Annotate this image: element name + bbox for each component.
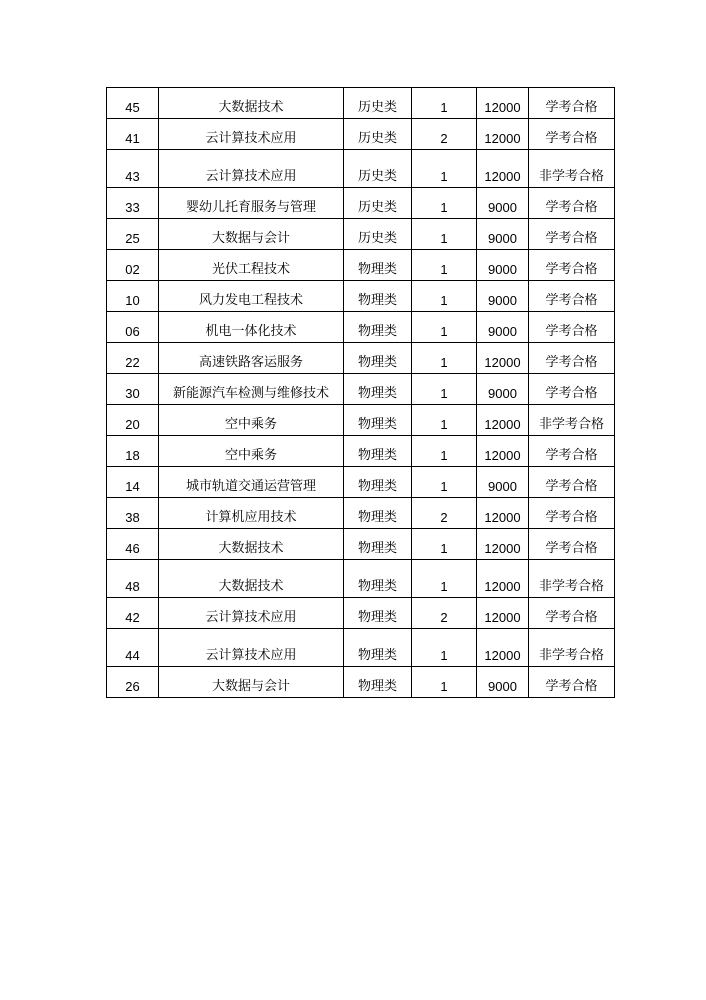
plan-count-cell: 2 bbox=[412, 498, 477, 529]
tuition-fee-cell: 12000 bbox=[477, 436, 529, 467]
subject-category-cell: 历史类 bbox=[344, 219, 412, 250]
subject-category-cell: 物理类 bbox=[344, 467, 412, 498]
table-row bbox=[107, 219, 615, 250]
plan-count-cell: 1 bbox=[412, 436, 477, 467]
major-code-cell: 26 bbox=[107, 667, 159, 698]
plan-count-cell: 1 bbox=[412, 560, 477, 598]
subject-category-cell: 历史类 bbox=[344, 188, 412, 219]
requirement-cell: 学考合格 bbox=[529, 188, 615, 219]
major-code-cell: 45 bbox=[107, 88, 159, 119]
major-code-cell: 02 bbox=[107, 250, 159, 281]
major-name-cell: 大数据与会计 bbox=[159, 667, 344, 698]
subject-category-cell: 物理类 bbox=[344, 529, 412, 560]
plan-count-cell: 1 bbox=[412, 150, 477, 188]
tuition-fee-cell: 9000 bbox=[477, 312, 529, 343]
subject-category-cell: 物理类 bbox=[344, 343, 412, 374]
table-row bbox=[107, 343, 615, 374]
table-row bbox=[107, 374, 615, 405]
major-code-cell: 14 bbox=[107, 467, 159, 498]
subject-category-cell: 历史类 bbox=[344, 150, 412, 188]
major-name-cell: 云计算技术应用 bbox=[159, 119, 344, 150]
tuition-fee-cell: 12000 bbox=[477, 119, 529, 150]
tuition-fee-cell: 9000 bbox=[477, 250, 529, 281]
table-row bbox=[107, 467, 615, 498]
subject-category-cell: 物理类 bbox=[344, 667, 412, 698]
subject-category-cell: 物理类 bbox=[344, 598, 412, 629]
requirement-cell: 学考合格 bbox=[529, 529, 615, 560]
table-row bbox=[107, 250, 615, 281]
tuition-fee-cell: 9000 bbox=[477, 467, 529, 498]
requirement-cell: 学考合格 bbox=[529, 119, 615, 150]
major-code-cell: 30 bbox=[107, 374, 159, 405]
major-code-cell: 46 bbox=[107, 529, 159, 560]
major-name-cell: 高速铁路客运服务 bbox=[159, 343, 344, 374]
tuition-fee-cell: 9000 bbox=[477, 219, 529, 250]
major-code-cell: 06 bbox=[107, 312, 159, 343]
plan-count-cell: 1 bbox=[412, 312, 477, 343]
tuition-fee-cell: 12000 bbox=[477, 598, 529, 629]
table-row bbox=[107, 598, 615, 629]
major-code-cell: 42 bbox=[107, 598, 159, 629]
major-name-cell: 大数据技术 bbox=[159, 560, 344, 598]
plan-count-cell: 1 bbox=[412, 188, 477, 219]
major-code-cell: 48 bbox=[107, 560, 159, 598]
plan-count-cell: 1 bbox=[412, 667, 477, 698]
table-row bbox=[107, 150, 615, 188]
major-name-cell: 云计算技术应用 bbox=[159, 150, 344, 188]
subject-category-cell: 历史类 bbox=[344, 88, 412, 119]
requirement-cell: 学考合格 bbox=[529, 598, 615, 629]
major-name-cell: 婴幼儿托育服务与管理 bbox=[159, 188, 344, 219]
plan-count-cell: 1 bbox=[412, 629, 477, 667]
tuition-fee-cell: 12000 bbox=[477, 560, 529, 598]
tuition-fee-cell: 12000 bbox=[477, 343, 529, 374]
subject-category-cell: 物理类 bbox=[344, 629, 412, 667]
requirement-cell: 学考合格 bbox=[529, 467, 615, 498]
requirement-cell: 学考合格 bbox=[529, 250, 615, 281]
requirement-cell: 学考合格 bbox=[529, 374, 615, 405]
table-body bbox=[107, 88, 615, 698]
table-row bbox=[107, 529, 615, 560]
major-code-cell: 41 bbox=[107, 119, 159, 150]
plan-count-cell: 1 bbox=[412, 281, 477, 312]
major-code-cell: 43 bbox=[107, 150, 159, 188]
table-row bbox=[107, 629, 615, 667]
major-code-cell: 18 bbox=[107, 436, 159, 467]
tuition-fee-cell: 12000 bbox=[477, 405, 529, 436]
plan-count-cell: 1 bbox=[412, 467, 477, 498]
major-name-cell: 大数据技术 bbox=[159, 88, 344, 119]
requirement-cell: 学考合格 bbox=[529, 498, 615, 529]
major-code-cell: 20 bbox=[107, 405, 159, 436]
requirement-cell: 非学考合格 bbox=[529, 560, 615, 598]
table-row bbox=[107, 312, 615, 343]
requirement-cell: 非学考合格 bbox=[529, 150, 615, 188]
plan-count-cell: 1 bbox=[412, 219, 477, 250]
table-row bbox=[107, 436, 615, 467]
major-name-cell: 云计算技术应用 bbox=[159, 629, 344, 667]
requirement-cell: 学考合格 bbox=[529, 436, 615, 467]
major-code-cell: 38 bbox=[107, 498, 159, 529]
major-code-cell: 44 bbox=[107, 629, 159, 667]
requirement-cell: 学考合格 bbox=[529, 219, 615, 250]
table-row bbox=[107, 498, 615, 529]
tuition-fee-cell: 9000 bbox=[477, 374, 529, 405]
major-code-cell: 33 bbox=[107, 188, 159, 219]
plan-count-cell: 1 bbox=[412, 343, 477, 374]
subject-category-cell: 物理类 bbox=[344, 281, 412, 312]
major-code-cell: 22 bbox=[107, 343, 159, 374]
tuition-fee-cell: 12000 bbox=[477, 629, 529, 667]
table-row bbox=[107, 188, 615, 219]
major-name-cell: 计算机应用技术 bbox=[159, 498, 344, 529]
tuition-fee-cell: 9000 bbox=[477, 281, 529, 312]
requirement-cell: 学考合格 bbox=[529, 312, 615, 343]
enrollment-table bbox=[106, 87, 615, 698]
subject-category-cell: 物理类 bbox=[344, 560, 412, 598]
subject-category-cell: 物理类 bbox=[344, 312, 412, 343]
table-row bbox=[107, 667, 615, 698]
plan-count-cell: 2 bbox=[412, 119, 477, 150]
major-name-cell: 光伏工程技术 bbox=[159, 250, 344, 281]
subject-category-cell: 物理类 bbox=[344, 250, 412, 281]
requirement-cell: 非学考合格 bbox=[529, 629, 615, 667]
subject-category-cell: 物理类 bbox=[344, 498, 412, 529]
major-name-cell: 风力发电工程技术 bbox=[159, 281, 344, 312]
tuition-fee-cell: 12000 bbox=[477, 88, 529, 119]
requirement-cell: 学考合格 bbox=[529, 343, 615, 374]
tuition-fee-cell: 9000 bbox=[477, 188, 529, 219]
table-row bbox=[107, 119, 615, 150]
subject-category-cell: 历史类 bbox=[344, 119, 412, 150]
requirement-cell: 学考合格 bbox=[529, 667, 615, 698]
tuition-fee-cell: 9000 bbox=[477, 667, 529, 698]
requirement-cell: 非学考合格 bbox=[529, 405, 615, 436]
major-name-cell: 大数据与会计 bbox=[159, 219, 344, 250]
major-name-cell: 城市轨道交通运营管理 bbox=[159, 467, 344, 498]
subject-category-cell: 物理类 bbox=[344, 374, 412, 405]
table-row bbox=[107, 88, 615, 119]
major-code-cell: 25 bbox=[107, 219, 159, 250]
plan-count-cell: 1 bbox=[412, 374, 477, 405]
plan-count-cell: 1 bbox=[412, 529, 477, 560]
table-row bbox=[107, 281, 615, 312]
table-row bbox=[107, 560, 615, 598]
subject-category-cell: 物理类 bbox=[344, 436, 412, 467]
plan-count-cell: 1 bbox=[412, 250, 477, 281]
requirement-cell: 学考合格 bbox=[529, 88, 615, 119]
subject-category-cell: 物理类 bbox=[344, 405, 412, 436]
major-name-cell: 云计算技术应用 bbox=[159, 598, 344, 629]
major-name-cell: 机电一体化技术 bbox=[159, 312, 344, 343]
major-code-cell: 10 bbox=[107, 281, 159, 312]
major-name-cell: 空中乘务 bbox=[159, 436, 344, 467]
plan-count-cell: 2 bbox=[412, 598, 477, 629]
major-name-cell: 大数据技术 bbox=[159, 529, 344, 560]
plan-count-cell: 1 bbox=[412, 405, 477, 436]
table-row bbox=[107, 405, 615, 436]
requirement-cell: 学考合格 bbox=[529, 281, 615, 312]
tuition-fee-cell: 12000 bbox=[477, 498, 529, 529]
major-name-cell: 新能源汽车检测与维修技术 bbox=[159, 374, 344, 405]
plan-count-cell: 1 bbox=[412, 88, 477, 119]
major-name-cell: 空中乘务 bbox=[159, 405, 344, 436]
tuition-fee-cell: 12000 bbox=[477, 150, 529, 188]
tuition-fee-cell: 12000 bbox=[477, 529, 529, 560]
